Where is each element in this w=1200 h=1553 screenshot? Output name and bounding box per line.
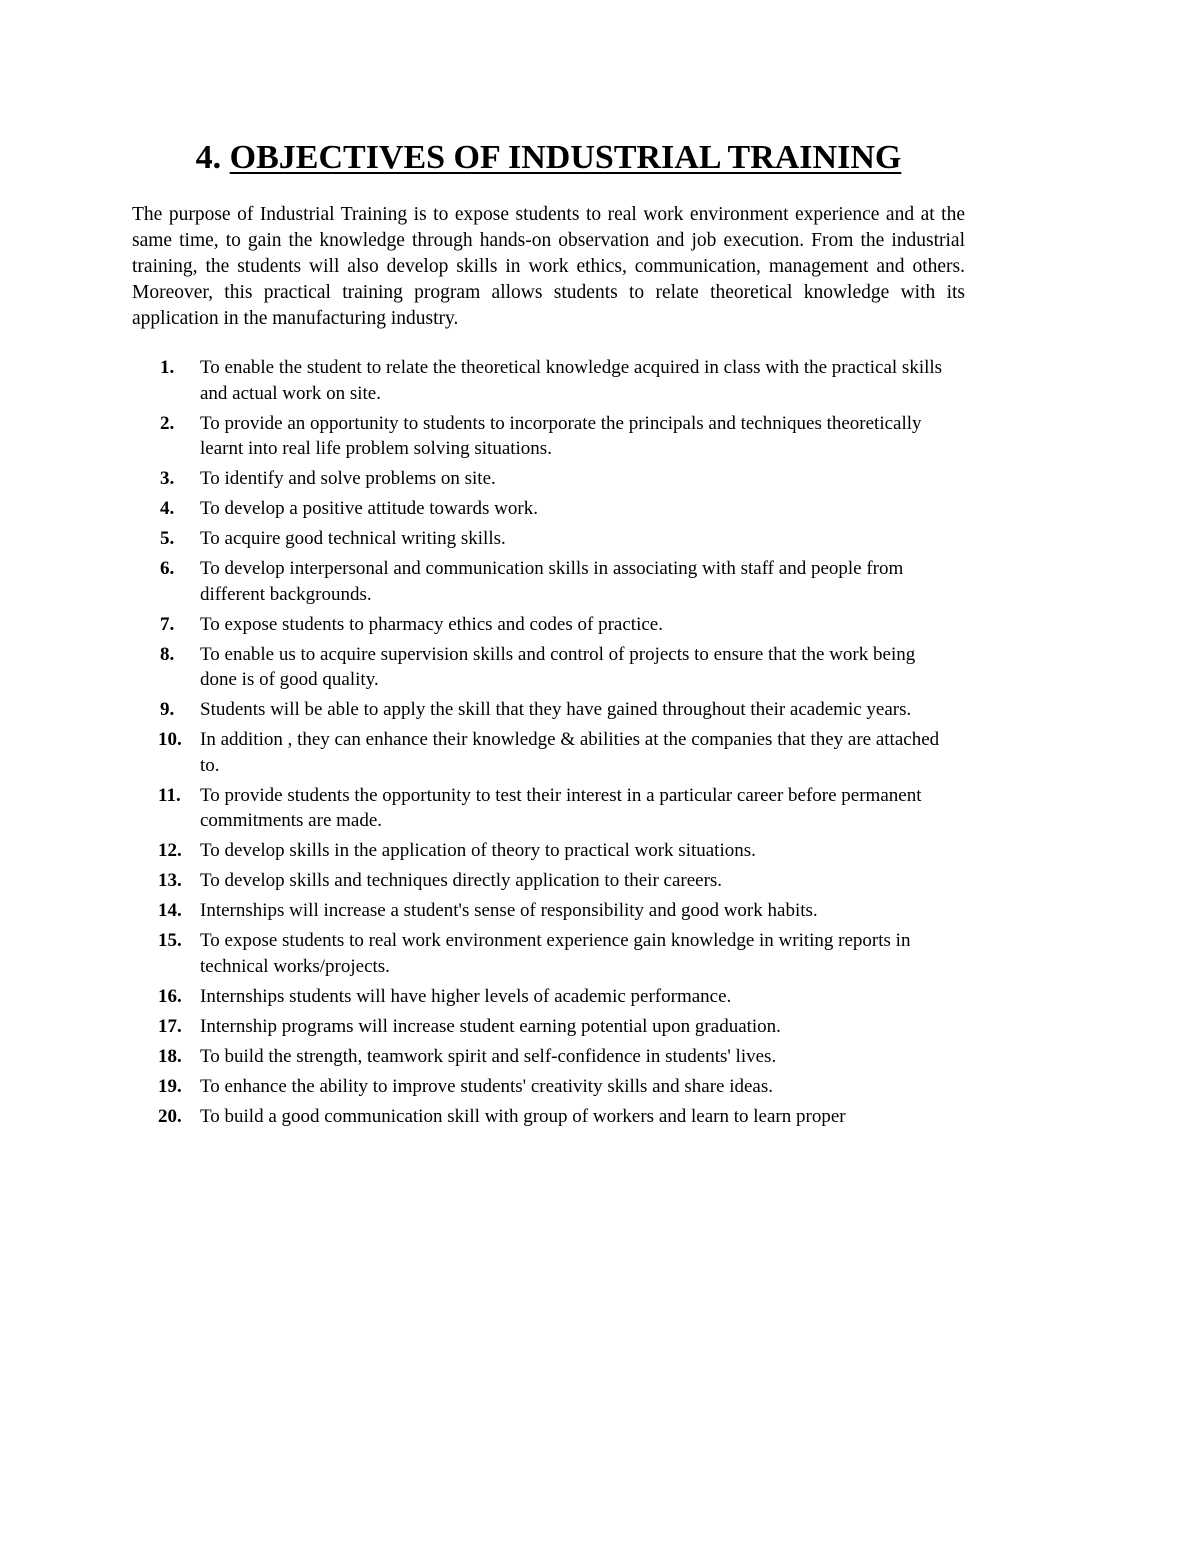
item-number: 10. — [158, 729, 182, 750]
item-text: Internships students will have higher levels of academic performance. — [200, 985, 732, 1007]
item-number: 20. — [158, 1105, 182, 1127]
list-item — [160, 928, 950, 979]
list-item — [160, 496, 950, 522]
list-item — [160, 868, 950, 894]
item-number: 11. — [158, 784, 181, 806]
list-item — [160, 556, 950, 607]
list-item — [160, 783, 950, 834]
item-number: 17. — [158, 1015, 182, 1037]
item-number: 2. — [160, 412, 175, 434]
item-number: 15. — [158, 930, 182, 951]
item-number: 14. — [158, 900, 182, 921]
item-number: 16. — [158, 985, 182, 1007]
item-text: To develop interpersonal and communication skills in associating with staff and people from different backgrounds. — [200, 558, 904, 605]
item-text: To expose students to pharmacy ethics and codes of practice. — [200, 613, 663, 635]
item-number: 1. — [160, 357, 175, 378]
list-item — [160, 1014, 950, 1040]
objectives-list — [160, 355, 950, 1134]
list-item — [160, 612, 950, 638]
list-item — [160, 466, 950, 492]
item-number: 6. — [160, 558, 175, 579]
list-item — [160, 411, 950, 462]
list-item — [160, 1044, 950, 1070]
list-item — [160, 838, 950, 864]
item-number: 4. — [160, 498, 175, 519]
item-text: Internship programs will increase student earning potential upon graduation. — [200, 1015, 781, 1037]
list-item — [160, 697, 950, 723]
item-text: To expose students to real work environment experience gain knowledge in writing reports in technical works/projects. — [200, 930, 911, 977]
item-text: To build the strength, teamwork spirit and self-confidence in students' lives. — [200, 1045, 777, 1067]
item-number: 8. — [160, 643, 175, 665]
item-number: 9. — [160, 699, 175, 720]
item-number: 7. — [160, 613, 175, 635]
list-item — [160, 1074, 950, 1100]
item-text: To enable us to acquire supervision skills and control of projects to ensure that the work being done is of good quality. — [200, 643, 916, 690]
item-text: To enhance the ability to improve students' creativity skills and share ideas. — [200, 1075, 773, 1097]
item-number: 5. — [160, 528, 175, 549]
item-text: In addition , they can enhance their knowledge & abilities at the companies that they are attached to. — [200, 729, 940, 776]
list-item — [160, 984, 950, 1010]
item-text: To acquire good technical writing skills. — [200, 528, 506, 549]
item-number: 18. — [158, 1045, 182, 1067]
item-number: 3. — [160, 468, 175, 489]
intro-paragraph: The purpose of Industrial Training is to expose students to real work environment experience and at the same time, to gain the knowledge through hands-on observation and job execution. From the industrial training, the students will also develop skills in work ethics, communication, management and others. Moreover, this practical training program allows students to relate theoretical knowledge with its application in the manufacturing industry. — [132, 204, 965, 329]
item-text: Students will be able to apply the skill that they have gained throughout their academic years. — [200, 699, 912, 720]
item-text: Internships will increase a student's sense of responsibility and good work habits. — [200, 900, 818, 921]
item-text: To provide an opportunity to students to incorporate the principals and techniques theoretically learnt into real life problem solving situations. — [200, 412, 922, 459]
item-number: 13. — [158, 870, 182, 891]
list-item — [160, 355, 950, 406]
list-item — [160, 642, 950, 693]
section-title: OBJECTIVES OF INDUSTRIAL TRAINING — [229, 139, 902, 176]
item-text: To develop skills and techniques directly application to their careers. — [200, 870, 723, 891]
item-text: To build a good communication skill with group of workers and learn to learn proper — [200, 1105, 846, 1127]
item-text: To identify and solve problems on site. — [200, 468, 496, 489]
item-text: To provide students the opportunity to test their interest in a particular career before permanent commitments are made. — [200, 784, 922, 831]
section-heading — [132, 138, 965, 178]
list-item — [160, 1104, 950, 1130]
item-text: To develop skills in the application of theory to practical work situations. — [200, 840, 756, 861]
list-item — [160, 727, 950, 778]
item-number: 19. — [158, 1075, 182, 1097]
list-item — [160, 898, 950, 924]
section-number: 4. — [195, 139, 222, 176]
item-text: To develop a positive attitude towards work. — [200, 498, 538, 519]
item-number: 12. — [158, 840, 182, 861]
list-item — [160, 526, 950, 552]
item-text: To enable the student to relate the theoretical knowledge acquired in class with the practical skills and actual work on site. — [200, 357, 943, 404]
